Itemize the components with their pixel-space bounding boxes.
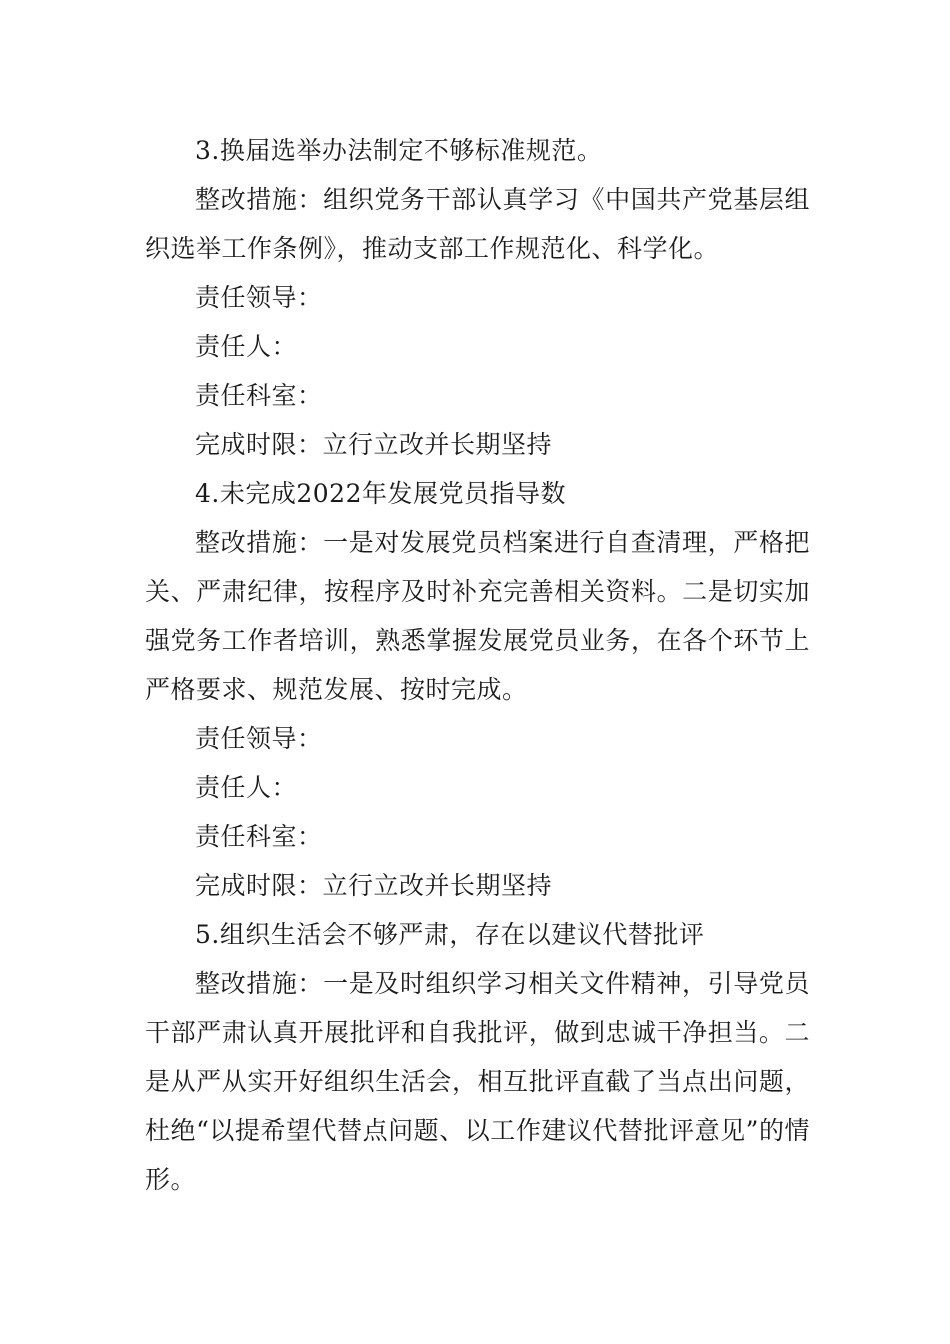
responsible-leader: 责任领导： (195, 724, 323, 753)
heading-item-4: 4.未完成2022年发展党员指导数 (195, 479, 566, 508)
rectification-measures: 整改措施：一是对发展党员档案进行自查清理，严格把关、严肃纪律，按程序及时补充完善相关资料。二是切实加强党务工作者培训，熟悉掌握发展党员业务，在各个环节上严格要求、规范发展、按时完成。 (145, 528, 810, 704)
responsible-department: 责任科室： (195, 822, 323, 851)
responsible-department: 责任科室： (195, 381, 323, 410)
responsible-person: 责任人： (195, 773, 298, 802)
heading-item-5: 5.组织生活会不够严肃，存在以建议代替批评 (195, 920, 705, 949)
responsible-leader: 责任领导： (195, 283, 323, 312)
responsible-person: 责任人： (195, 332, 298, 361)
completion-deadline: 完成时限：立行立改并长期坚持 (195, 871, 553, 900)
rectification-measures: 整改措施：组织党务干部认真学习《中国共产党基层组织选举工作条例》，推动支部工作规范化、科学化。 (145, 185, 810, 263)
completion-deadline: 完成时限：立行立改并长期坚持 (195, 430, 553, 459)
document-body (145, 126, 810, 1204)
rectification-measures: 整改措施：一是及时组织学习相关文件精神，引导党员干部严肃认真开展批评和自我批评，做到忠诚干净担当。二是从严从实开好组织生活会，相互批评直截了当点出问题，杜绝“以提希望代替点问题、以工作建议代替批评意见”的情形。 (145, 969, 810, 1194)
heading-item-3: 3.换届选举办法制定不够标准规范。 (195, 136, 603, 165)
